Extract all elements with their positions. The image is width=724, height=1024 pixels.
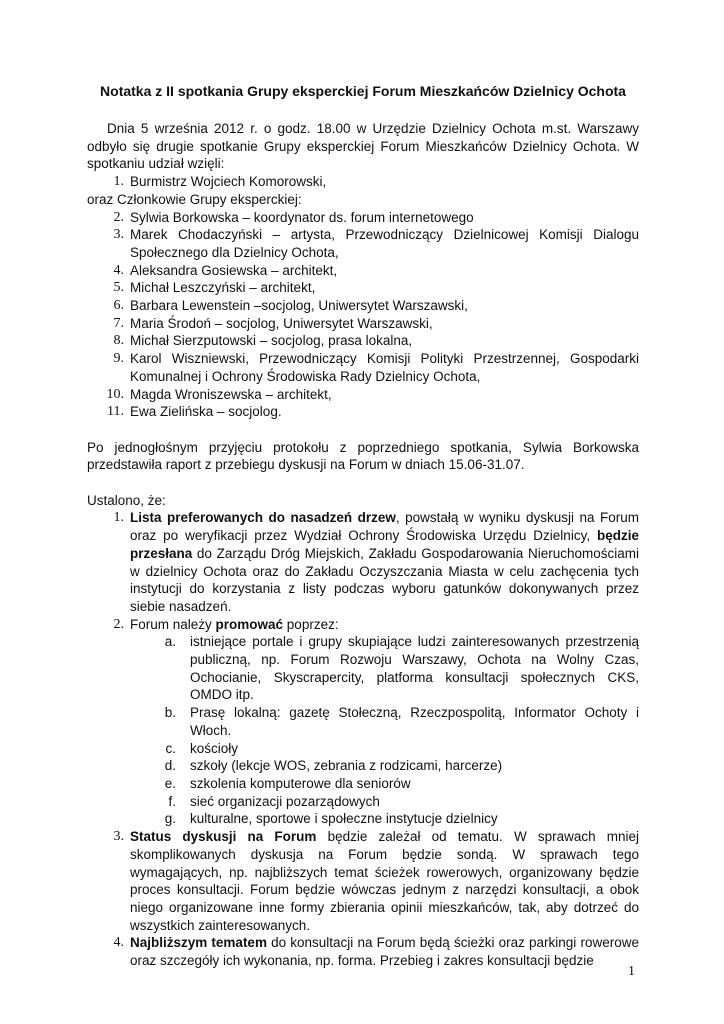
list-letter: e. xyxy=(164,775,176,791)
list-number: 2. xyxy=(113,209,124,225)
list-number: 4. xyxy=(113,935,124,951)
list-item xyxy=(87,262,639,280)
list-letter: g. xyxy=(164,811,176,827)
decisions-list xyxy=(87,509,639,969)
channel-text: kulturalne, sportowe i społeczne instytucje dzielnicy xyxy=(190,811,498,827)
ustalono-label: Ustalono, że: xyxy=(87,492,166,508)
list-letter: a. xyxy=(164,634,176,650)
list-item xyxy=(130,740,639,758)
decision-item-2 xyxy=(87,616,639,828)
list-number: 8. xyxy=(113,333,124,349)
list-number: 3. xyxy=(113,829,124,845)
list-letter: f. xyxy=(168,793,176,809)
report-paragraph: Po jednogłośnym przyjęciu protokołu z poprzedniego spotkania, Sylwia Borkowska przedstawiła raport z przebiegu dyskusji na Forum w dniach 15.06-31.07. xyxy=(87,439,639,473)
list-item xyxy=(87,350,639,385)
participant-text: Sylwia Borkowska – koordynator ds. forum internetowego xyxy=(130,209,474,225)
decision-text: Forum należy xyxy=(130,616,216,632)
list-number: 6. xyxy=(113,298,124,314)
participant-text: Ewa Zielińska – socjolog. xyxy=(130,404,282,420)
list-letter: d. xyxy=(164,758,176,774)
channel-text: sieć organizacji pozarządowych xyxy=(190,793,380,809)
list-item xyxy=(87,226,639,261)
participant-text: Maria Środoń – socjolog, Uniwersytet Warszawski, xyxy=(130,315,433,331)
participants-list xyxy=(87,209,639,421)
list-number: 10. xyxy=(106,386,124,402)
intro-paragraph: Dnia 5 września 2012 r. o godz. 18.00 w Urzędzie Dzielnicy Ochota m.st. Warszawy odbyło się drugie spotkanie Grupy eksperckiej Forum Mieszkańców Dzielnicy Ochota. W spotkaniu udział wzięli: xyxy=(87,121,639,172)
decision-bold: będzie przesłana xyxy=(130,528,639,561)
channel-text: istniejące portale i grupy skupiające ludzi zainteresowanych przestrzenią publiczną, np. Forum Rozwoju Warszawy, Ochota na Wolny Czas, Ochocianie, Skyscrapercity, platforma konsultacji społecznych CKS, OMDO itp. xyxy=(190,634,639,703)
promotion-channels-list xyxy=(130,633,639,828)
decision-text: do Zarządu Dróg Miejskich, Zakładu Gospodarowania Nieruchomościami w dzielnicy Ochota oraz do Zakładu Oczyszczania Miasta w celu zachęcenia tych instytucji do korzystania z listy podczas wyboru gatunków dokonywanych przez siebie nasadzeń. xyxy=(130,545,639,614)
members-label: oraz Członkowie Grupy eksperckiej: xyxy=(87,191,302,207)
list-number: 1. xyxy=(113,510,124,526)
list-number: 4. xyxy=(113,262,124,278)
participant-text: Barbara Lewenstein –socjolog, Uniwersytet Warszawski, xyxy=(130,298,468,314)
participant-text: Karol Wiszniewski, Przewodniczący Komisji Polityki Przestrzennej, Gospodarki Komunalnej i Ochrony Środowiska Rady Dzielnicy Ochota, xyxy=(130,351,639,384)
list-item xyxy=(130,810,639,828)
list-item xyxy=(130,757,639,775)
list-item xyxy=(130,704,639,739)
participant-text: Marek Chodaczyński – artysta, Przewodniczący Dzielnicowej Komisji Dialogu Społecznego dla Dzielnicy Ochota, xyxy=(130,227,639,260)
list-item xyxy=(87,279,639,297)
list-item xyxy=(87,332,639,350)
list-item xyxy=(87,315,639,333)
list-number: 11. xyxy=(107,404,124,420)
channel-text: szkolenia komputerowe dla seniorów xyxy=(190,775,411,791)
list-number: 5. xyxy=(113,280,124,296)
decision-bold: Najbliższym tematem xyxy=(130,935,267,951)
decision-text: poprzez: xyxy=(283,616,339,632)
channel-text: Prasę lokalną: gazetę Stołeczną, Rzeczpospolitą, Informator Ochoty i Włoch. xyxy=(190,705,639,738)
decision-item-1 xyxy=(87,509,639,615)
spacer xyxy=(87,474,639,492)
list-letter: b. xyxy=(164,705,176,721)
decision-text: do konsultacji na Forum będą ścieżki oraz parkingi rowerowe oraz szczegóły ich wykonania, np. forma. Przebieg i zakres konsultacji będzie xyxy=(130,935,639,969)
list-item xyxy=(130,793,639,811)
decision-bold: promować xyxy=(215,616,284,632)
decision-text: będzie zależał od tematu. W sprawach mniej skomplikowanych dyskusja na Forum będzie sondą. W sprawach tego wymagających, np. najbliższych temat ścieżek rowerowych, organizowany będzie proces konsultacji. Forum będzie wówczas jednym z narzędzi konsultacji, a obok niego organizowane inne formy zbierania opinii mieszkańców, tak, aby dotrzeć do wszystkich zainteresowanych. xyxy=(130,829,639,933)
list-item xyxy=(130,775,639,793)
list-number: 9. xyxy=(113,351,124,367)
participant-text: Magda Wroniszewska – architekt, xyxy=(130,386,332,402)
list-item xyxy=(87,173,639,191)
list-number: 1. xyxy=(113,174,124,190)
list-item xyxy=(130,633,639,704)
decision-item-4 xyxy=(87,934,639,969)
decision-bold: Status dyskusji na Forum xyxy=(130,829,317,845)
decision-bold: Lista preferowanych do nasadzeń drzew xyxy=(130,510,396,526)
participant-text: Aleksandra Gosiewska – architekt, xyxy=(130,262,338,278)
decision-item-3 xyxy=(87,828,639,934)
participant-text: Michał Sierzputowski – socjolog, prasa lokalna, xyxy=(130,333,413,349)
spacer xyxy=(87,421,639,439)
participants-first-list xyxy=(87,173,639,191)
page-number: 1 xyxy=(628,964,635,979)
list-number: 7. xyxy=(113,315,124,331)
participant-text: Burmistrz Wojciech Komorowski, xyxy=(130,174,327,190)
decision-text: , powstałą w wyniku dyskusji na Forum oraz po weryfikacji przez Wydział Ochrony Środowiska Urzędu Dzielnicy, xyxy=(130,510,639,544)
channel-text: kościoły xyxy=(190,740,239,756)
channel-text: szkoły (lekcje WOS, zebrania z rodzicami, harcerze) xyxy=(190,758,503,774)
document-page xyxy=(87,82,639,970)
list-item xyxy=(87,297,639,315)
list-item xyxy=(87,209,639,227)
participant-text: Michał Leszczyński – architekt, xyxy=(130,280,316,296)
list-number: 2. xyxy=(113,616,124,632)
list-item xyxy=(87,403,639,421)
document-title: Notatka z II spotkania Grupy eksperckiej Forum Mieszkańców Dzielnicy Ochota xyxy=(100,83,626,99)
list-item xyxy=(87,386,639,404)
list-letter: c. xyxy=(165,740,176,756)
list-number: 3. xyxy=(113,227,124,243)
